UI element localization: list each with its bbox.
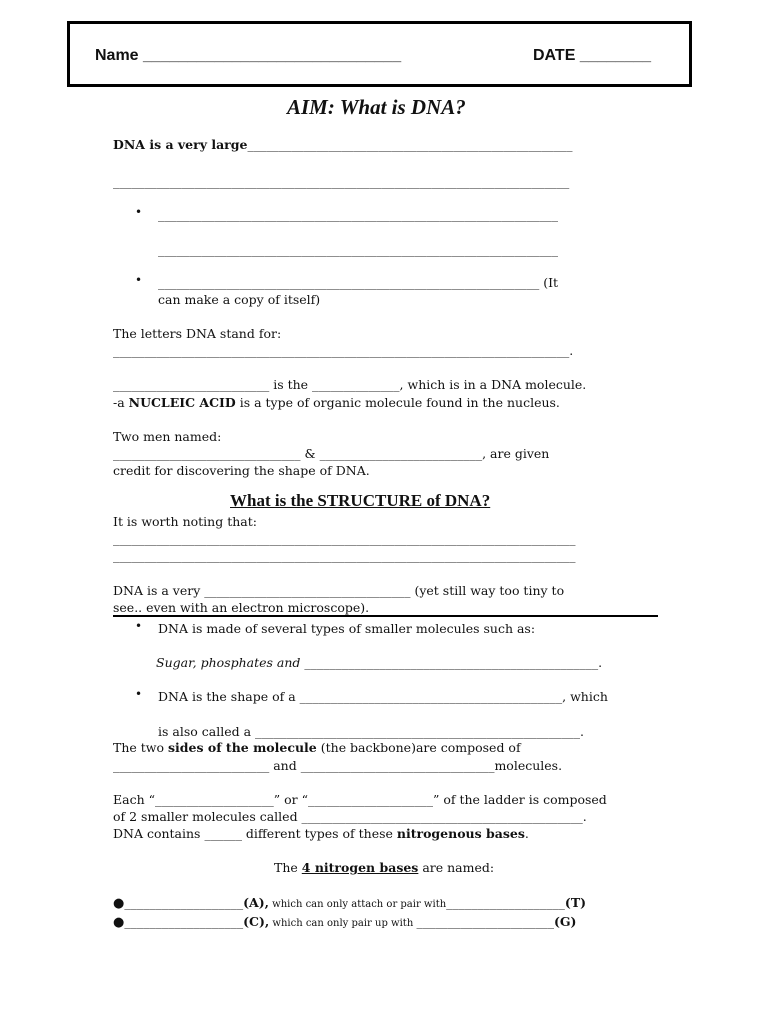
dna-stand-for-blank[interactable]: _________________________________________________________________________. [113, 343, 574, 358]
page-title: AIM: What is DNA? [287, 95, 466, 119]
dna-large-blank[interactable]: ____________________________________________________ [247, 137, 573, 152]
base-c-blank[interactable]: ___________________ [124, 914, 244, 929]
base-c-text: which can only pair up with [269, 918, 417, 929]
base-t-letter: (T) [564, 895, 587, 910]
worth-noting-blank-2[interactable]: __________________________________________________________________________ [113, 548, 576, 563]
nitrogenous-term: nitrogenous bases [396, 826, 525, 841]
sugar-phosphates-blank[interactable]: _______________________________________________. [304, 655, 603, 670]
dna-stand-for-label: The letters DNA stand for: [113, 326, 282, 341]
base-a-blank[interactable]: ___________________ [124, 895, 244, 910]
dna-very-line[interactable]: DNA is a very _________________________________ (yet still way too tiny to [113, 583, 565, 598]
four-bases-term: 4 nitrogen bases [301, 860, 419, 875]
bullet-1-line-a[interactable]: ________________________________________________________________ [158, 207, 558, 222]
date-label: DATE [533, 47, 576, 64]
line-nucleic-acid [113, 395, 560, 410]
base-a-pair-blank[interactable]: ___________________ [446, 895, 565, 910]
smaller-called-line[interactable]: of 2 smaller molecules called _____________________________________________. [113, 809, 587, 824]
credit-line: credit for discovering the shape of DNA. [113, 463, 370, 478]
dna-contains-line [113, 826, 529, 841]
base-a-letter: (A), [243, 895, 269, 910]
divider-rule [113, 615, 658, 617]
nucleic-post: is a type of organic molecule found in the nucleus. [235, 395, 560, 410]
bullet-icon: ● [113, 915, 125, 930]
two-sides-pre: The two [113, 740, 168, 755]
worth-noting-label: It is worth noting that: [113, 514, 257, 529]
backbone-blanks[interactable]: _________________________ and _______________________________molecules. [113, 758, 563, 773]
microscope-line: see.. even with an electron microscope). [113, 600, 370, 615]
bullet-icon: ● [113, 896, 125, 911]
worth-noting-blank-1[interactable]: __________________________________________________________________________ [113, 531, 576, 546]
nucleic-acid-term: NUCLEIC ACID [128, 395, 236, 410]
bullet-1-line-b[interactable]: ________________________________________________________________ [158, 242, 558, 257]
also-called-line[interactable]: is also called a ____________________________________________________. [158, 724, 584, 739]
bullet-dot: • [135, 205, 143, 219]
two-sides-line [113, 740, 521, 755]
name-field [95, 47, 401, 65]
date-field [533, 47, 651, 65]
base-c-pair-blank[interactable]: ______________________ [416, 914, 554, 929]
base-row-a [113, 895, 586, 911]
bullet-dot: • [135, 619, 143, 633]
bullet-dot: • [135, 273, 143, 287]
shape-line[interactable]: DNA is the shape of a __________________________________________, which [158, 689, 608, 704]
two-men-blanks[interactable]: ______________________________ & __________________________, are given [113, 446, 550, 461]
four-bases-line [274, 860, 494, 875]
smaller-molecules-line: DNA is made of several types of smaller molecules such as: [158, 621, 536, 636]
bullet-dot: • [135, 687, 143, 701]
name-blank[interactable]: _____________________________ [143, 47, 402, 64]
sugar-phosphates-line [156, 655, 602, 670]
base-row-c [113, 914, 576, 930]
nucleic-pre: -a [113, 395, 129, 410]
dna-large-label: DNA is a very large [113, 137, 248, 152]
structure-heading: What is the STRUCTURE of DNA? [230, 491, 491, 510]
base-g-letter: (G) [553, 914, 577, 929]
two-men-label: Two men named: [113, 429, 222, 444]
blank-line-2[interactable]: _________________________________________________________________________ [113, 174, 570, 189]
contains-post: . [524, 826, 529, 841]
bullet-2-line-b: can make a copy of itself) [158, 292, 321, 307]
two-sides-post: (the backbone)are composed of [316, 740, 521, 755]
line-is-the[interactable]: _________________________ is the ______________, which is in a DNA molecule. [113, 377, 587, 392]
line-dna-large [113, 137, 572, 152]
date-blank[interactable]: ________ [579, 47, 652, 64]
base-a-text: which can only attach or pair with [268, 899, 447, 910]
contains-pre: DNA contains ______ different types of these [113, 826, 397, 841]
bases-pre: The [274, 860, 302, 875]
bullet-2-line-a[interactable]: _____________________________________________________________ (It [158, 275, 559, 290]
name-label: Name [95, 47, 139, 64]
sides-term: sides of the molecule [167, 740, 317, 755]
sugar-phosphates-label: Sugar, phosphates and [156, 655, 301, 670]
base-c-letter: (C), [243, 914, 270, 929]
bases-post: are named: [418, 860, 495, 875]
each-rung-line[interactable]: Each “___________________” or “____________________” of the ladder is composed [113, 792, 607, 807]
